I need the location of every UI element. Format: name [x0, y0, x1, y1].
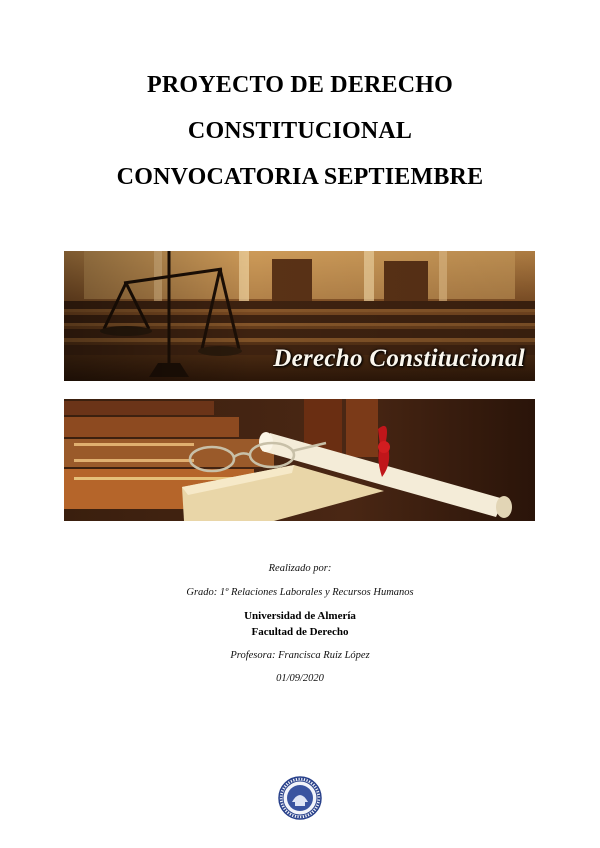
books-illustration: [64, 399, 535, 521]
grado-text: Grado: 1º Relaciones Laborales y Recursos Humanos: [186, 587, 414, 598]
title-line-1: PROYECTO DE DERECHO: [146, 72, 454, 98]
books-banner-image: [64, 399, 535, 521]
title-line-3: CONVOCATORIA SEPTIEMBRE: [116, 164, 484, 190]
realizado-por-label: Realizado por:: [268, 563, 332, 574]
facultad-text: Facultad de Derecho: [251, 626, 349, 638]
title-line-2: CONSTITUCIONAL: [187, 118, 413, 144]
fecha-text: 01/09/2020: [276, 673, 324, 684]
courtroom-banner-image: [64, 251, 535, 381]
universidad-text: Universidad de Almería: [244, 610, 356, 622]
university-seal-icon: [278, 776, 322, 825]
banner-title-text: Derecho Constitucional: [273, 345, 525, 372]
profesora-text: Profesora: Francisca Ruiz López: [230, 650, 370, 661]
